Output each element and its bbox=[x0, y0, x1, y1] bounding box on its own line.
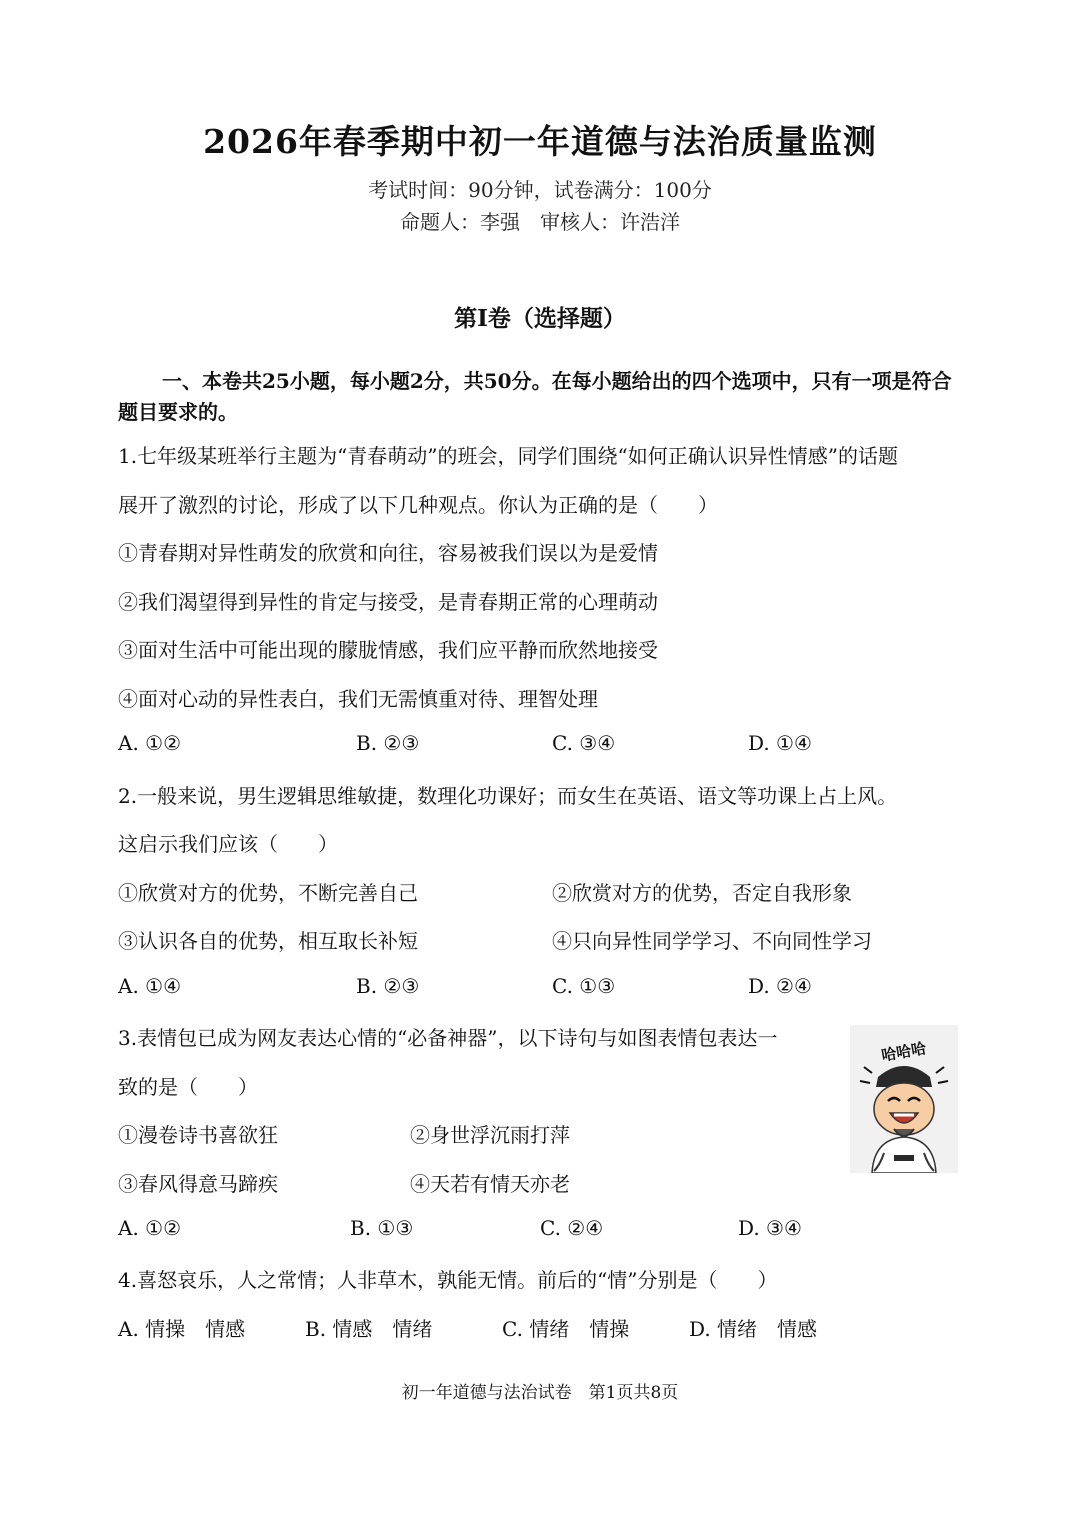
q4-option-d: D. 情绪 情感 bbox=[689, 1317, 818, 1341]
q1-item: ④面对心动的异性表白，我们无需慎重对待、理智处理 bbox=[118, 687, 598, 711]
exam-info: 考试时间：90分钟，试卷满分：100分 bbox=[368, 178, 712, 202]
q2-item: ①欣赏对方的优势，不断完善自己 bbox=[118, 881, 418, 905]
q1-option-c: C. ③④ bbox=[552, 731, 616, 755]
exam-title: 2026年春季期中初一年道德与法治质量监测 bbox=[203, 122, 877, 161]
instructions: 一、本卷共25小题，每小题2分，共50分。在每小题给出的四个选项中，只有一项是符合题目要求的。 bbox=[118, 369, 952, 424]
q1-stem-line1: 1.七年级某班举行主题为“青春萌动”的班会，同学们围绕“如何正确认识异性情感”的话题 bbox=[118, 444, 898, 468]
q1-option-d: D. ①④ bbox=[748, 731, 812, 755]
q3-item: ④天若有情天亦老 bbox=[410, 1172, 570, 1196]
q3-item: ①漫卷诗书喜欲狂 bbox=[118, 1123, 278, 1147]
q3-option-d: D. ③④ bbox=[738, 1216, 802, 1240]
q2-stem-line1: 2.一般来说，男生逻辑思维敏捷，数理化功课好；而女生在英语、语文等功课上占上风。 bbox=[118, 784, 898, 808]
q4-option-a: A. 情操 情感 bbox=[118, 1317, 246, 1341]
q1-option-a: A. ①② bbox=[118, 731, 182, 755]
sticker-caption: 哈哈哈 bbox=[880, 1039, 928, 1065]
section-title: 第Ⅰ卷（选择题） bbox=[454, 305, 626, 332]
page-footer: 初一年道德与法治试卷 第1页共8页 bbox=[401, 1383, 679, 1403]
q1-item: ②我们渴望得到异性的肯定与接受，是青春期正常的心理萌动 bbox=[118, 590, 658, 614]
laughing-sticker-image bbox=[850, 1025, 958, 1173]
q3-option-c: C. ②④ bbox=[540, 1216, 604, 1240]
q2-item: ②欣赏对方的优势，否定自我形象 bbox=[552, 881, 852, 905]
q2-stem-line2: 这启示我们应该（ ） bbox=[118, 832, 338, 856]
exam-authors: 命题人：李强 审核人：许浩洋 bbox=[400, 210, 680, 234]
q4-stem: 4.喜怒哀乐，人之常情；人非草木，孰能无情。前后的“情”分别是（ ） bbox=[118, 1268, 778, 1292]
q4-option-c: C. 情绪 情操 bbox=[502, 1317, 630, 1341]
q1-item: ①青春期对异性萌发的欣赏和向往，容易被我们误以为是爱情 bbox=[118, 541, 658, 565]
q3-option-a: A. ①② bbox=[118, 1216, 182, 1240]
q4-option-b: B. 情感 情绪 bbox=[305, 1317, 433, 1341]
q3-stem-line2: 致的是（ ） bbox=[118, 1075, 258, 1099]
q1-item: ③面对生活中可能出现的朦胧情感，我们应平静而欣然地接受 bbox=[118, 638, 658, 662]
q2-item: ④只向异性同学学习、不向同性学习 bbox=[552, 929, 872, 953]
q2-option-c: C. ①③ bbox=[552, 974, 616, 998]
q3-item: ③春风得意马蹄疾 bbox=[118, 1172, 278, 1196]
q1-option-b: B. ②③ bbox=[356, 731, 420, 755]
q3-item: ②身世浮沉雨打萍 bbox=[410, 1123, 570, 1147]
laughing-face-icon bbox=[850, 1025, 958, 1173]
q2-option-d: D. ②④ bbox=[748, 974, 812, 998]
q2-option-a: A. ①④ bbox=[118, 974, 182, 998]
q2-item: ③认识各自的优势，相互取长补短 bbox=[118, 929, 418, 953]
q1-stem-line2: 展开了激烈的讨论，形成了以下几种观点。你认为正确的是（ ） bbox=[118, 493, 718, 517]
q2-option-b: B. ②③ bbox=[356, 974, 420, 998]
q3-stem-line1: 3.表情包已成为网友表达心情的“必备神器”，以下诗句与如图表情包表达一 bbox=[118, 1026, 778, 1050]
q3-option-b: B. ①③ bbox=[350, 1216, 414, 1240]
